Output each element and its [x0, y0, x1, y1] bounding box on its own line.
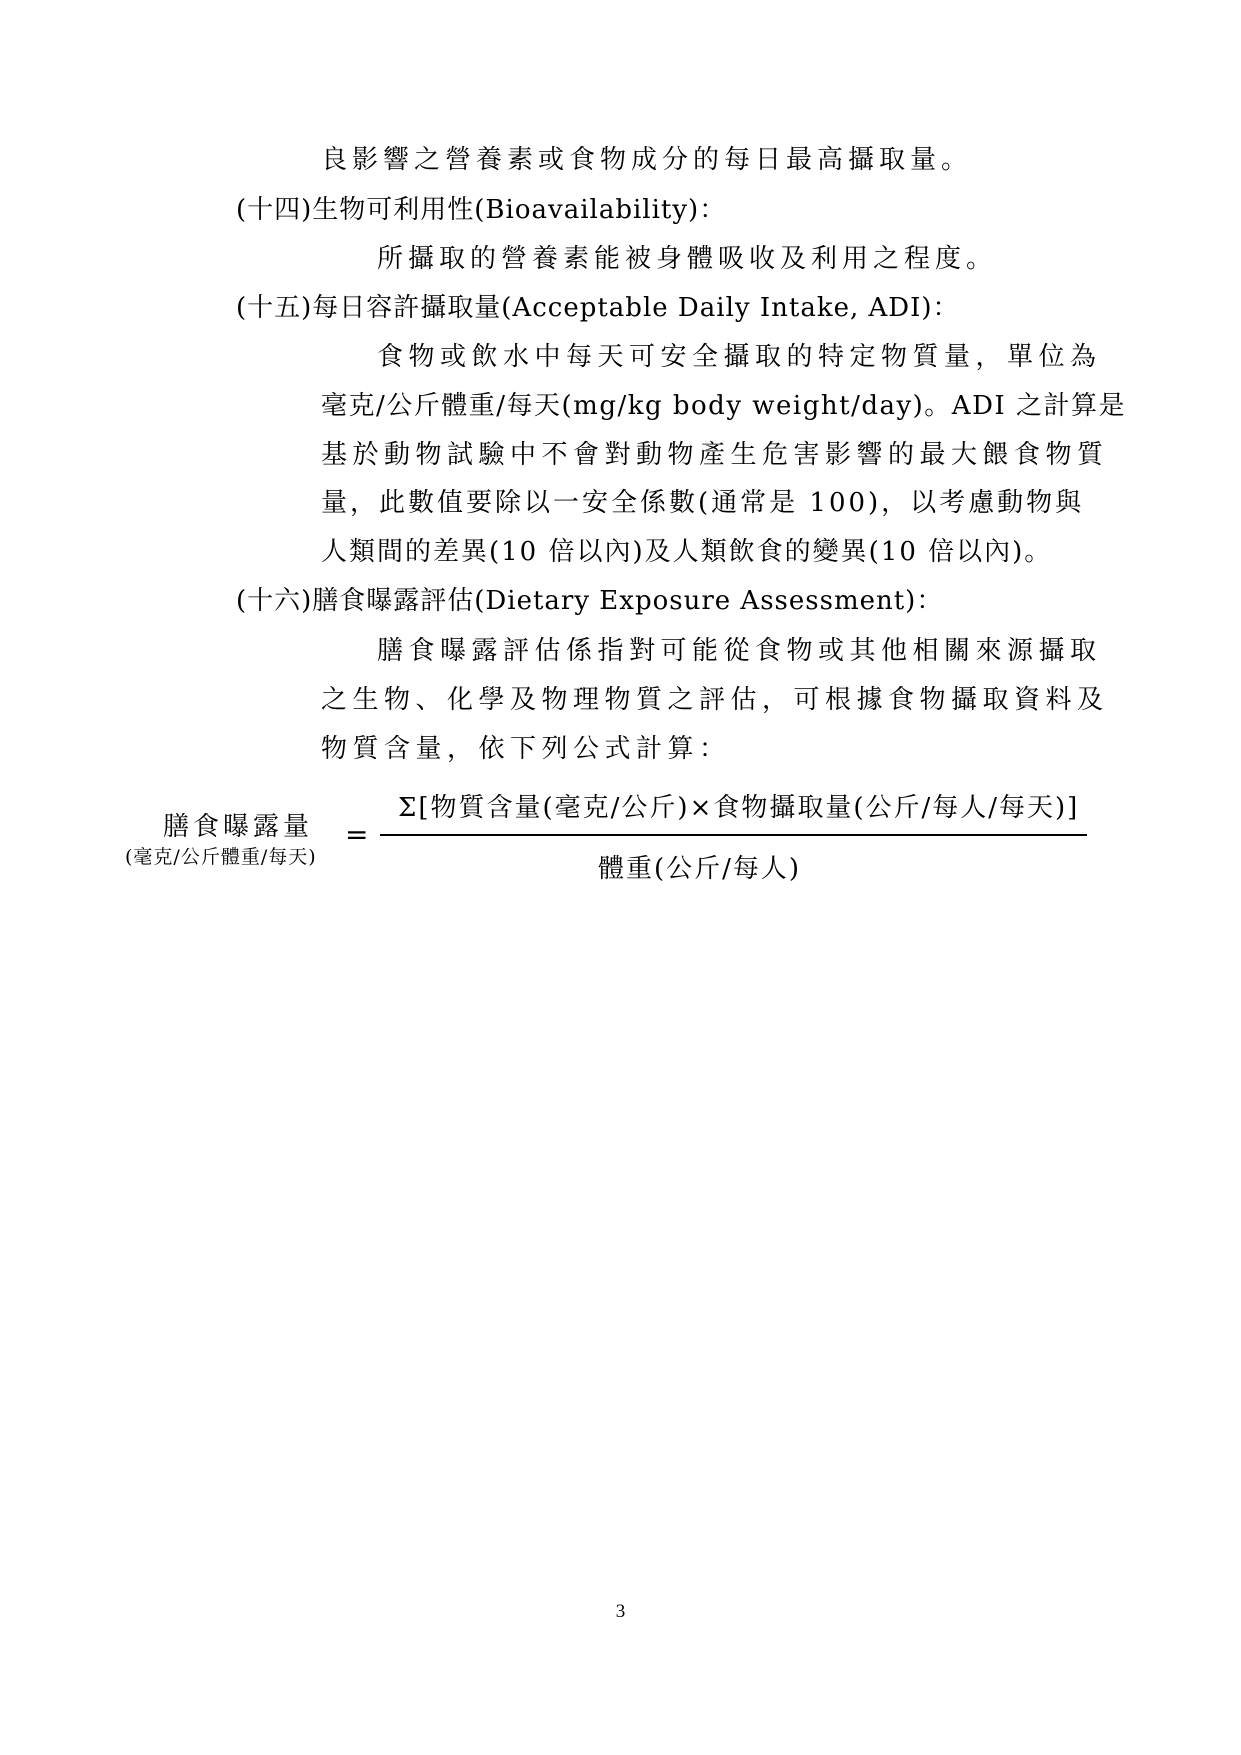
text-line: 之生物、化學及物理物質之評估，可根據食物攝取資料及 [321, 685, 1109, 715]
text-line: 人類間的差異(10 倍以內)及人類飲食的變異(10 倍以內)。 [321, 537, 1053, 567]
formula-lhs-unit: (毫克/公斤體重/每天) [125, 846, 317, 868]
text-line: 毫克/公斤體重/每天(mg/kg body weight/day)。ADI 之計算是 [321, 391, 1126, 421]
text-line: 食物或飲水中每天可安全攝取的特定物質量，單位為 [377, 342, 1102, 372]
page-number: 3 [615, 1601, 626, 1622]
text-line: 物質含量，依下列公式計算： [321, 734, 731, 764]
text-line: 良影響之營養素或食物成分的每日最高攝取量。 [321, 145, 973, 175]
formula-equals: = [345, 818, 369, 851]
section-heading-14: (十四)生物可利用性(Bioavailability)： [236, 195, 727, 225]
formula-lhs: 膳食曝露量 [163, 812, 314, 842]
text-line: 量，此數值要除以一安全係數(通常是 100)，以考慮動物與 [321, 488, 1085, 518]
text-line: 基於動物試驗中不會對動物產生危害影響的最大餵食物質 [321, 440, 1109, 470]
formula-numerator: Σ[物質含量(毫克/公斤)×食物攝取量(公斤/每人/每天)] [398, 793, 1080, 823]
text-line: 膳食曝露評估係指對可能從食物或其他相關來源攝取 [377, 636, 1102, 666]
section-heading-16: (十六)膳食曝露評估(Dietary Exposure Assessment)： [236, 586, 944, 616]
section-heading-15: (十五)每日容許攝取量(Acceptable Daily Intake, ADI)： [236, 293, 960, 323]
fraction-bar [380, 834, 1087, 836]
text-line: 所攝取的營養素能被身體吸收及利用之程度。 [377, 244, 998, 274]
formula-denominator: 體重(公斤/每人) [598, 854, 802, 884]
